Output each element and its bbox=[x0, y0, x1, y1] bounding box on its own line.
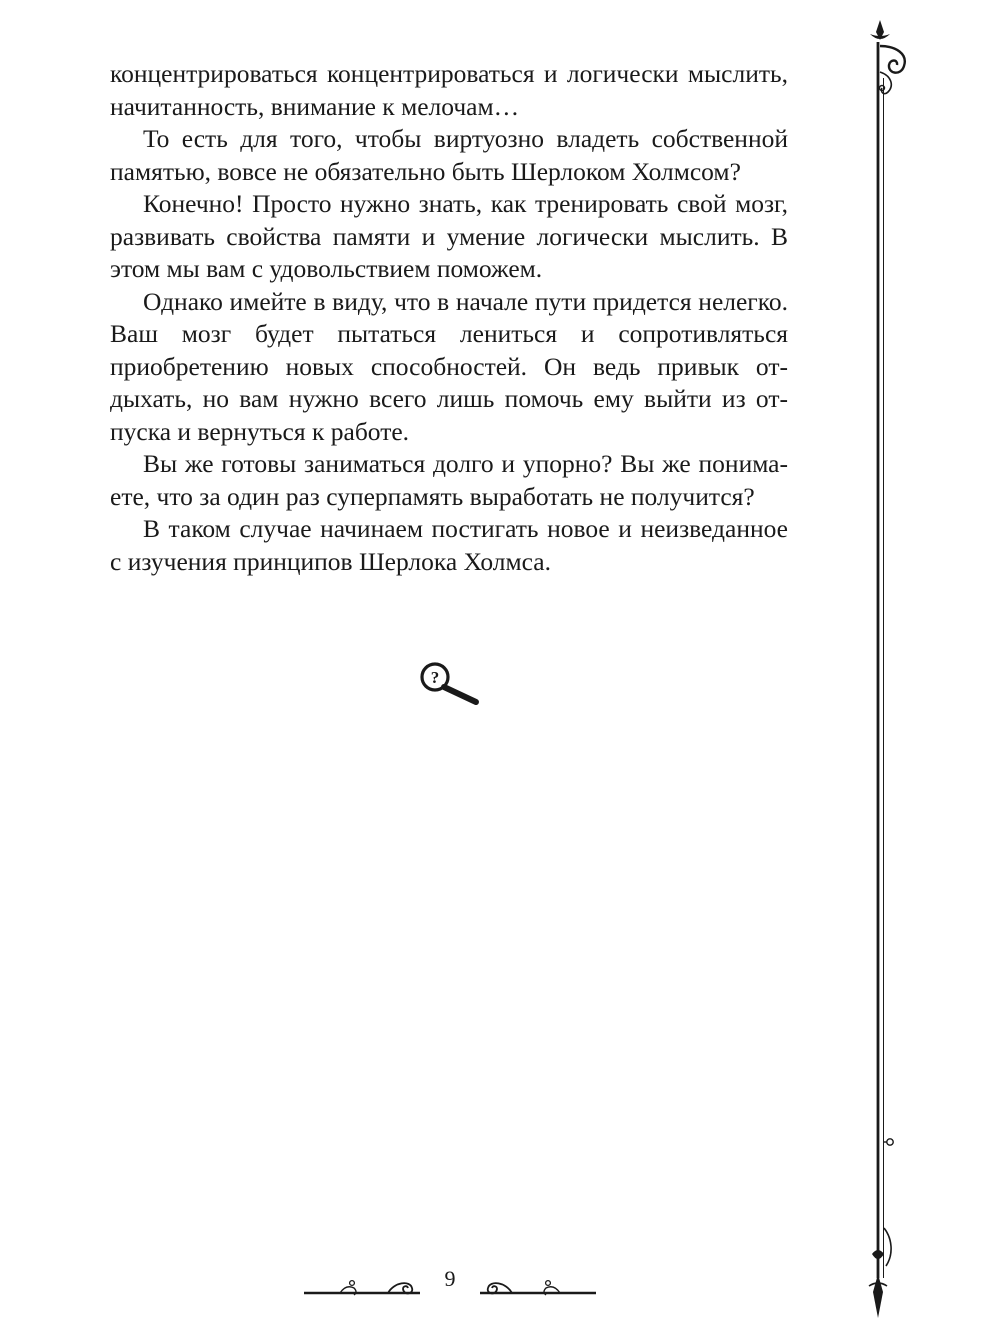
ornamental-border-right bbox=[858, 18, 918, 1323]
paragraph-4: Однако имейте в виду, что в начале пути придется нелегко. Ваш мозг будет пытаться лениться и сопротивляться приобретению новых способностей. Он ведь привык отдыхать, но вам нужно всего лишь помочь ему выйти из отпуска и вернуться к работе. bbox=[110, 286, 788, 446]
paragraph-1: концентрироваться концентрироваться и логически мыслить, начитанность, внимание к мелочам… bbox=[110, 59, 788, 121]
question-mark: ? bbox=[430, 668, 440, 687]
page-footer bbox=[300, 1262, 600, 1302]
paragraph-6: В таком случае начинаем постигать новое и неизведанное с изучения принципов Шерлока Холмса. bbox=[110, 514, 788, 576]
paragraph-5: Вы же готовы заниматься долго и упорно? Вы же понимаете, что за один раз суперпамять выработать не получится? bbox=[110, 449, 788, 511]
paragraph-3: Конечно! Просто нужно знать, как тренировать свой мозг, развивать свойства памяти и умение логически мыслить. В этом мы вам с удовольствием поможем. bbox=[110, 189, 788, 283]
page-number: 9 bbox=[444, 1266, 456, 1291]
body-text bbox=[110, 58, 788, 578]
paragraph-2: То есть для того, чтобы виртуозно владеть собственной памятью, вовсе не обязательно быть Шерлоком Холмсом? bbox=[110, 124, 788, 186]
magnifying-glass-question-icon bbox=[418, 660, 482, 708]
